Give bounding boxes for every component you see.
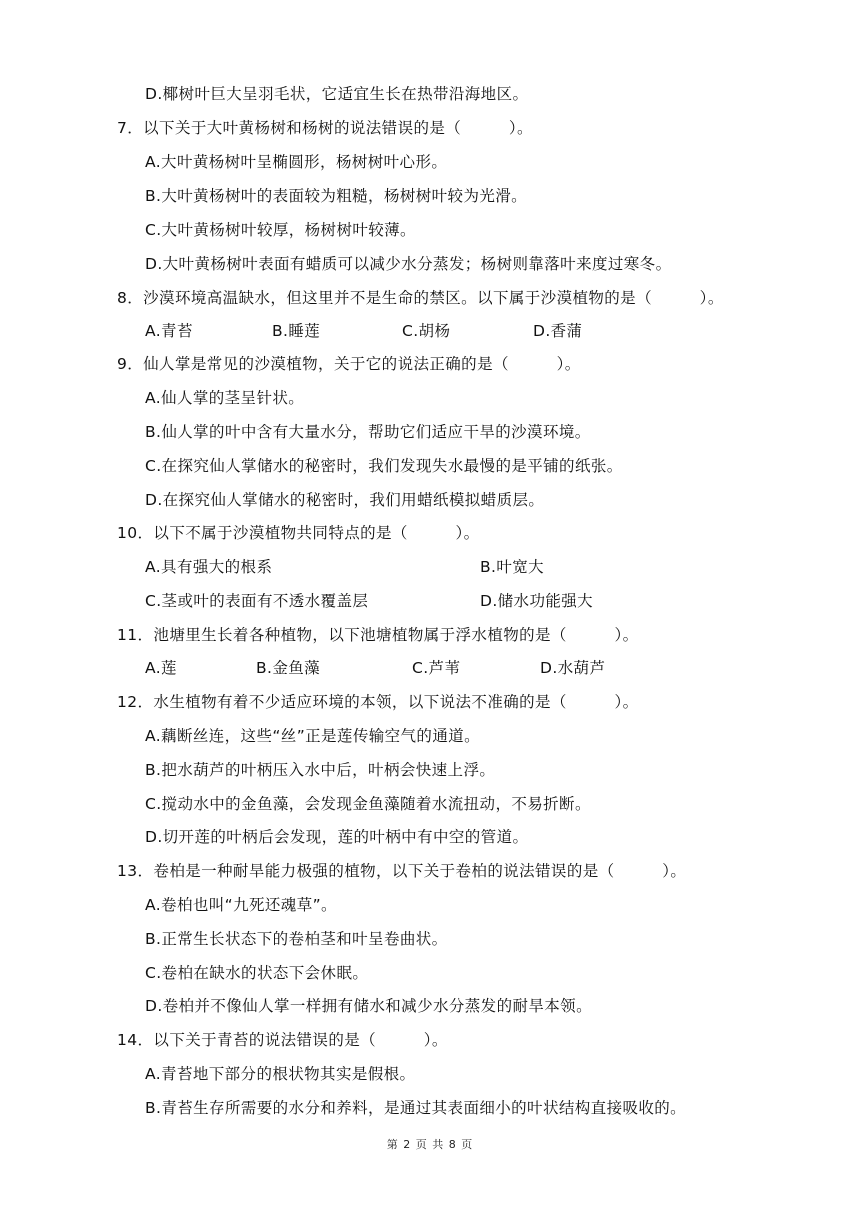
q12-option-b: B.把水葫芦的叶柄压入水中后，叶柄会快速上浮。 bbox=[145, 761, 496, 779]
q10-option-c: C.茎或叶的表面有不透水覆盖层 bbox=[145, 592, 369, 610]
q12-option-c: C.搅动水中的金鱼藻，会发现金鱼藻随着水流扭动，不易折断。 bbox=[145, 795, 591, 813]
q6-option-d: D.椰树叶巨大呈羽毛状，它适宜生长在热带沿海地区。 bbox=[145, 85, 529, 103]
question-11: 11．池塘里生长着各种植物，以下池塘植物属于浮水植物的是（ ）。 bbox=[117, 626, 639, 644]
q11-option-a: A.莲 bbox=[145, 659, 177, 677]
q9-option-a: A.仙人掌的茎呈针状。 bbox=[145, 389, 305, 407]
q11-option-c: C.芦苇 bbox=[412, 659, 461, 677]
q7-option-c: C.大叶黄杨树叶较厚，杨树树叶较薄。 bbox=[145, 221, 416, 239]
q10-option-d: D.储水功能强大 bbox=[480, 592, 594, 610]
q13-option-a: A.卷柏也叫“九死还魂草”。 bbox=[145, 896, 337, 914]
q13-option-d: D.卷柏并不像仙人掌一样拥有储水和减少水分蒸发的耐旱本领。 bbox=[145, 997, 592, 1015]
q8-option-b: B.睡莲 bbox=[272, 322, 321, 340]
q8-option-d: D.香蒲 bbox=[533, 322, 583, 340]
q12-option-d: D.切开莲的叶柄后会发现，莲的叶柄中有中空的管道。 bbox=[145, 828, 529, 846]
q10-option-a: A.具有强大的根系 bbox=[145, 558, 273, 576]
q8-option-c: C.胡杨 bbox=[402, 322, 451, 340]
question-10: 10．以下不属于沙漠植物共同特点的是（ ）。 bbox=[117, 524, 480, 542]
question-13: 13．卷柏是一种耐旱能力极强的植物，以下关于卷柏的说法错误的是（ ）。 bbox=[117, 862, 687, 880]
q7-option-a: A.大叶黄杨树叶呈椭圆形，杨树树叶心形。 bbox=[145, 153, 448, 171]
q9-option-c: C.在探究仙人掌储水的秘密时，我们发现失水最慢的是平铺的纸张。 bbox=[145, 457, 623, 475]
q12-option-a: A.藕断丝连，这些“丝”正是莲传输空气的通道。 bbox=[145, 727, 481, 745]
question-14: 14．以下关于青苔的说法错误的是（ ）。 bbox=[117, 1031, 448, 1049]
q11-option-b: B.金鱼藻 bbox=[256, 659, 321, 677]
question-7: 7．以下关于大叶黄杨树和杨树的说法错误的是（ ）。 bbox=[117, 119, 533, 137]
q14-option-a: A.青苔地下部分的根状物其实是假根。 bbox=[145, 1065, 416, 1083]
q11-option-d: D.水葫芦 bbox=[540, 659, 606, 677]
page-footer: 第 2 页 共 8 页 bbox=[386, 1138, 474, 1151]
q8-option-a: A.青苔 bbox=[145, 322, 193, 340]
q10-option-b: B.叶宽大 bbox=[480, 558, 545, 576]
q13-option-c: C.卷柏在缺水的状态下会休眠。 bbox=[145, 964, 369, 982]
q9-option-d: D.在探究仙人掌储水的秘密时，我们用蜡纸模拟蜡质层。 bbox=[145, 491, 545, 509]
q7-option-d: D.大叶黄杨树叶表面有蜡质可以减少水分蒸发；杨树则靠落叶来度过寒冬。 bbox=[145, 255, 672, 273]
q7-option-b: B.大叶黄杨树叶的表面较为粗糙，杨树树叶较为光滑。 bbox=[145, 187, 528, 205]
q13-option-b: B.正常生长状态下的卷柏茎和叶呈卷曲状。 bbox=[145, 930, 448, 948]
question-9: 9．仙人掌是常见的沙漠植物，关于它的说法正确的是（ ）。 bbox=[117, 355, 581, 373]
question-8: 8．沙漠环境高温缺水，但这里并不是生命的禁区。以下属于沙漠植物的是（ ）。 bbox=[117, 289, 724, 307]
q9-option-b: B.仙人掌的叶中含有大量水分，帮助它们适应干旱的沙漠环境。 bbox=[145, 423, 591, 441]
question-12: 12．水生植物有着不少适应环境的本领，以下说法不准确的是（ ）。 bbox=[117, 693, 639, 711]
q14-option-b: B.青苔生存所需要的水分和养料，是通过其表面细小的叶状结构直接吸收的。 bbox=[145, 1099, 687, 1117]
